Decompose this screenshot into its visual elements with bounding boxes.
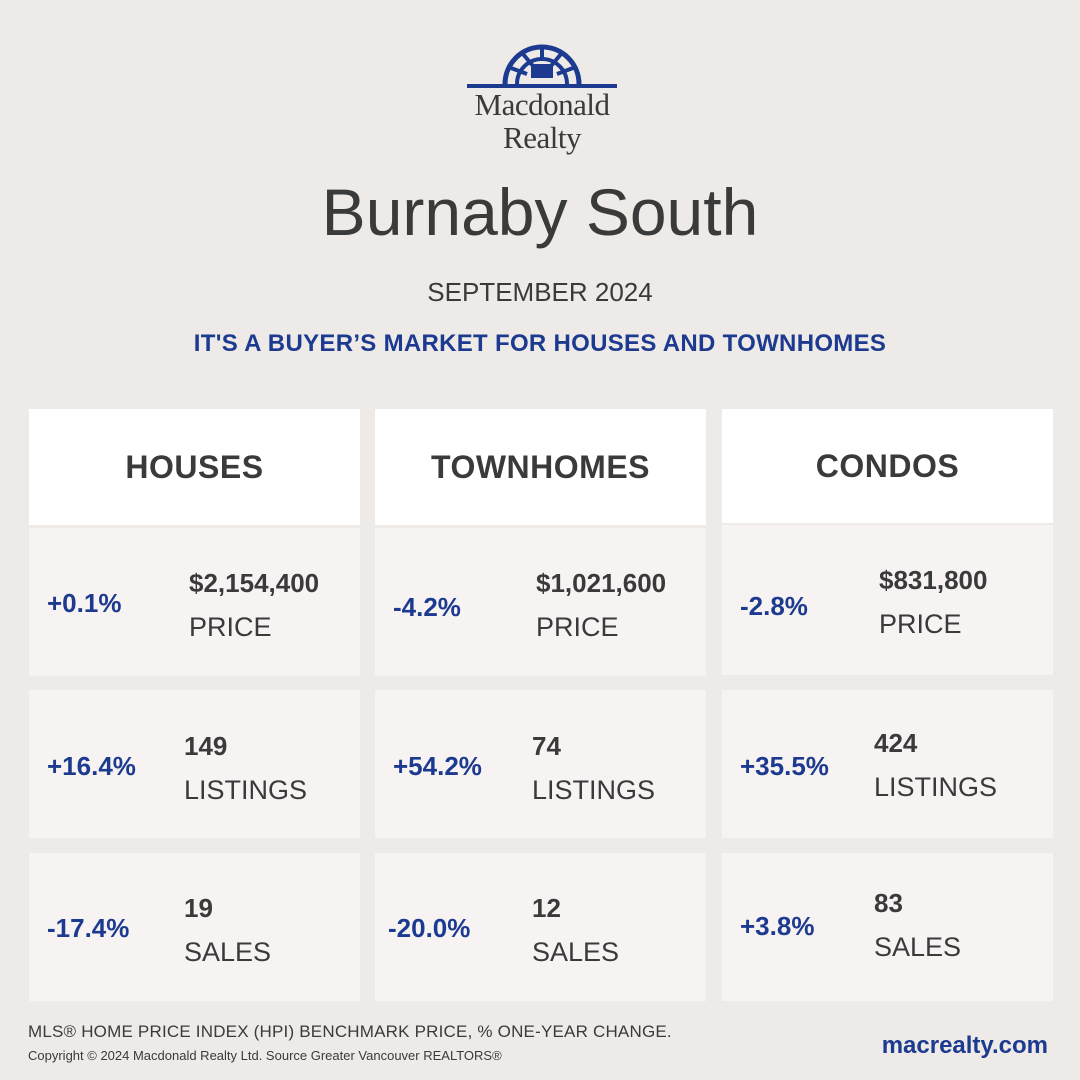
- listings-change: +35.5%: [740, 751, 829, 781]
- sales-label: SALES: [532, 937, 620, 967]
- page-title: Burnaby South: [321, 175, 759, 249]
- townhomes-sales-card: [375, 853, 706, 1001]
- price-change: -4.2%: [393, 592, 461, 622]
- listings-value: 149: [184, 731, 228, 761]
- sunrise-arch-icon: [465, 40, 619, 88]
- sales-value: 19: [184, 893, 213, 923]
- condos-price-card: [722, 525, 1053, 675]
- column-header-townhomes: [375, 409, 706, 525]
- website-link[interactable]: macrealty.com: [881, 1032, 1048, 1059]
- column-title: CONDOS: [815, 447, 960, 484]
- listings-label: LISTINGS: [532, 775, 656, 805]
- price-value: $831,800: [879, 565, 988, 595]
- brand-name-line1: Macdonald: [474, 87, 610, 122]
- copyright-text: Copyright © 2024 Macdonald Realty Ltd. Source Greater Vancouver REALTORS®: [28, 1048, 502, 1063]
- listings-change: +16.4%: [47, 751, 136, 781]
- townhomes-listings-card: [375, 690, 706, 838]
- column-header-condos: [722, 409, 1053, 523]
- listings-value: 74: [532, 731, 561, 761]
- report-month: SEPTEMBER 2024: [427, 277, 653, 307]
- price-value: $2,154,400: [189, 568, 320, 598]
- houses-price-card: [29, 528, 360, 676]
- brand-logo: [462, 40, 622, 165]
- market-headline: IT'S A BUYER’S MARKET FOR HOUSES AND TOWNHOMES: [193, 330, 887, 357]
- price-label: PRICE: [189, 612, 272, 642]
- sales-change: -20.0%: [388, 913, 471, 943]
- column-title: HOUSES: [125, 448, 264, 485]
- houses-sales-card: [29, 853, 360, 1001]
- listings-label: LISTINGS: [874, 772, 998, 802]
- listings-label: LISTINGS: [184, 775, 308, 805]
- sales-value: 83: [874, 888, 903, 918]
- column-header-houses: [29, 409, 360, 525]
- sales-label: SALES: [184, 937, 272, 967]
- condos-listings-card: [722, 690, 1053, 838]
- price-label: PRICE: [536, 612, 619, 642]
- price-change: -2.8%: [740, 591, 808, 621]
- listings-change: +54.2%: [393, 751, 482, 781]
- listings-value: 424: [874, 728, 918, 758]
- condos-sales-card: [722, 853, 1053, 1001]
- column-title: TOWNHOMES: [430, 448, 650, 485]
- sales-label: SALES: [874, 932, 962, 962]
- sales-change: +3.8%: [740, 911, 815, 941]
- brand-name-line2: Realty: [503, 120, 581, 155]
- sales-change: -17.4%: [47, 913, 130, 943]
- hpi-note: MLS® HOME PRICE INDEX (HPI) BENCHMARK PRICE, % ONE-YEAR CHANGE.: [28, 1022, 672, 1041]
- price-change: +0.1%: [47, 588, 122, 618]
- price-value: $1,021,600: [536, 568, 667, 598]
- price-label: PRICE: [879, 609, 962, 639]
- houses-listings-card: [29, 690, 360, 838]
- sales-value: 12: [532, 893, 561, 923]
- townhomes-price-card: [375, 528, 706, 676]
